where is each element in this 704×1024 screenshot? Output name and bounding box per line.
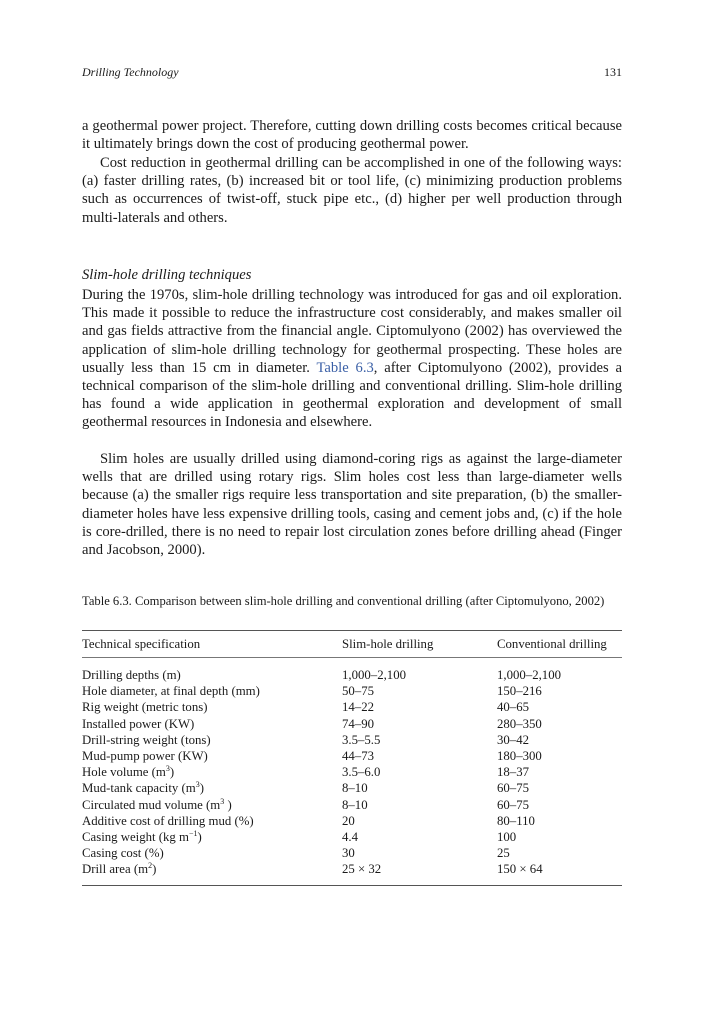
spec-text: Mud-pump power (KW) [82, 748, 208, 763]
slim-hole-cell: 44–73 [342, 748, 374, 763]
table-row [82, 813, 622, 829]
conventional-cell: 25 [497, 846, 510, 861]
paragraph-3-text-b: , after Ciptomulyono (2002), provides a technical comparison of the slim-hole drilling and conventional drilling. Slim-hole drilling has found a wide application in geothermal exploration and development of small geothermal resources in Indonesia and elsewhere. [82, 359, 622, 431]
paragraph-1: a geothermal power project. Therefore, cutting down drilling costs becomes critical because it ultimately brings down the cost of producing geothermal power. [82, 118, 622, 153]
table-row [82, 667, 622, 683]
table-header-conventional: Conventional drilling [497, 637, 607, 651]
table-row [82, 780, 622, 796]
conventional-cell: 60–75 [497, 781, 529, 796]
conventional-cell: 80–110 [497, 813, 535, 828]
slim-hole-cell: 3.5–6.0 [342, 765, 381, 780]
spec-cell [82, 861, 156, 877]
table-row [82, 732, 622, 748]
table-row [82, 764, 622, 780]
slim-hole-cell: 14–22 [342, 700, 374, 715]
table-caption: Table 6.3. Comparison between slim-hole drilling and conventional drilling (after Ciptomulyono, 2002) [82, 594, 605, 608]
spec-text: Hole volume (m [82, 765, 166, 780]
unit-superscript: 3 [195, 780, 200, 790]
spec-text: Mud-tank capacity (m [82, 781, 196, 796]
spec-cell [82, 748, 208, 764]
paragraph-3 [82, 286, 622, 432]
conventional-cell: 60–75 [497, 797, 529, 812]
table-header-slim: Slim-hole drilling [342, 637, 434, 651]
slim-hole-cell: 8–10 [342, 781, 368, 796]
spec-cell [82, 780, 204, 796]
spec-cell [82, 683, 260, 699]
spec-text: Installed power (KW) [82, 716, 195, 731]
spec-text: Rig weight (metric tons) [82, 700, 208, 715]
slim-hole-cell: 50–75 [342, 684, 374, 699]
spec-cell [82, 716, 194, 732]
running-header [82, 65, 622, 83]
spec-text: Casing cost (%) [82, 846, 164, 861]
table-row [82, 683, 622, 699]
conventional-cell: 40–65 [497, 700, 529, 715]
spec-suffix: ) [169, 765, 175, 780]
table-row [82, 845, 622, 861]
slim-hole-cell: 3.5–5.5 [342, 732, 381, 747]
unit-superscript: −1 [189, 828, 198, 838]
conventional-cell: 100 [497, 829, 517, 844]
conventional-cell: 150–216 [497, 684, 542, 699]
unit-superscript: 3 [220, 796, 225, 806]
slim-hole-cell: 4.4 [342, 829, 358, 844]
table-row [82, 699, 622, 715]
section-subheading: Slim-hole drilling techniques [82, 267, 252, 283]
spec-text: Drilling depths (m) [82, 668, 181, 682]
slim-hole-cell: 30 [342, 846, 355, 861]
paragraph-2: Cost reduction in geothermal drilling can be accomplished in one of the following ways: (a) faster drilling rates, (b) increased bit or tool life, (c) minimizing production problems such as occurrences of twist-off, stuck pipe etc., (d) higher per well production through multi-laterals and others. [82, 155, 622, 226]
spec-suffix: ) [199, 781, 204, 796]
unit-superscript: 3 [165, 764, 170, 774]
spec-text: Drill area (m [82, 862, 149, 877]
spec-text: Circulated mud volume (m [82, 797, 221, 812]
table-row [82, 716, 622, 732]
conventional-cell: 1,000–2,100 [497, 668, 561, 682]
slim-hole-cell: 25 × 32 [342, 862, 382, 877]
slim-hole-cell: 1,000–2,100 [342, 668, 406, 682]
conventional-cell: 18–37 [497, 765, 529, 780]
table-header-spec: Technical specification [82, 637, 201, 651]
paragraph-4: Slim holes are usually drilled using diamond-coring rigs as against the large-diameter wells that are drilled using rotary rigs. Slim holes cost less than large-diameter wells because (a) the smaller rigs require less transportation and site preparation, (b) the smaller-diameter holes have less expensive drilling tools, casing and cement jobs and, (c) if the hole is core-drilled, there is no need to repair lost circulation zones before drilling ahead (Finger and Jacobson, 2000). [82, 451, 622, 559]
spec-text: Drill-string weight (tons) [82, 732, 211, 747]
spec-cell [82, 813, 254, 829]
conventional-cell: 180–300 [497, 748, 542, 763]
slim-hole-cell: 8–10 [342, 797, 368, 812]
spec-text: Casing weight (kg m [82, 829, 189, 844]
table-bottom-rule [82, 885, 622, 886]
conventional-cell: 30–42 [497, 732, 529, 747]
running-title: Drilling Technology [82, 65, 179, 79]
spec-cell [82, 764, 174, 780]
spec-text: Hole diameter, at final depth (mm) [82, 684, 260, 699]
table-row [82, 861, 622, 877]
spec-cell [82, 797, 232, 813]
spec-text: Additive cost of drilling mud (%) [82, 813, 254, 828]
table-reference-link[interactable]: Table 6.3 [316, 359, 374, 376]
slim-hole-cell: 74–90 [342, 716, 374, 731]
spec-suffix: ) [152, 862, 157, 877]
spec-suffix: ) [197, 829, 202, 844]
slim-hole-cell: 20 [342, 813, 355, 828]
page-number: 131 [604, 65, 622, 79]
unit-superscript: 2 [148, 861, 153, 871]
table-row [82, 797, 622, 813]
table-header-rule [82, 657, 622, 658]
table-top-rule [82, 630, 622, 631]
table-body [82, 667, 622, 877]
spec-cell [82, 829, 202, 845]
paragraph-3-text-a: During the 1970s, slim-hole drilling technology was introduced for gas and oil exploration. This made it possible to reduce the infrastructure cost considerably, and makes smaller oil and gas fields attractive from the financial angle. Ciptomulyono (2002) has overviewed the application of slim-hole drilling technology for geothermal prospecting. These holes are usually less than 15 cm in diameter. [82, 287, 622, 376]
spec-cell [82, 732, 211, 748]
conventional-cell: 150 × 64 [497, 862, 543, 877]
spec-cell [82, 667, 181, 683]
spec-cell [82, 699, 207, 715]
spec-suffix: ) [224, 797, 232, 812]
conventional-cell: 280–350 [497, 716, 542, 731]
table-row [82, 748, 622, 764]
spec-cell [82, 845, 164, 861]
table-row [82, 829, 622, 845]
